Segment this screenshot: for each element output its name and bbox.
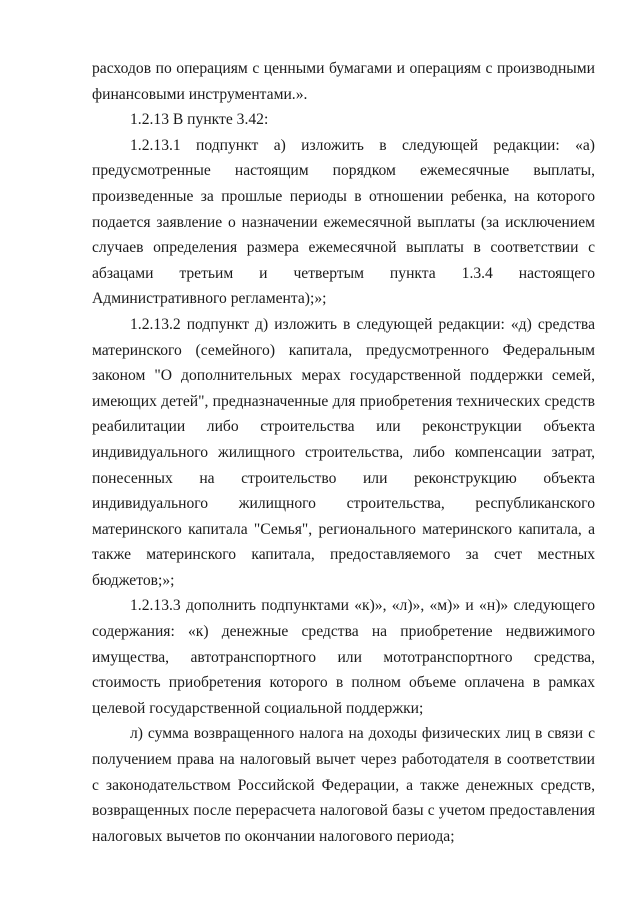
paragraph-continuation: расходов по операциям с ценными бумагами и операциям с производными финансовыми инструментами.». [92, 60, 595, 103]
paragraph-section-1-2-13-1: 1.2.13.1 подпункт а) изложить в следующей редакции: «а) предусмотренные настоящим порядком ежемесячные выплаты, произведенные за прошлые периоды в отношении ребенка, на которого подается заявление о назначении ежемесячной выплаты (за исключением случаев определения размера ежемесячной выплаты в соответствии с абзацами третьим и четвертым пункта 1.3.4 настоящего Административного регламента);»; [92, 136, 595, 308]
document-page [92, 56, 595, 849]
paragraph-section-1-2-13-3: 1.2.13.3 дополнить подпунктами «к)», «л)», «м)» и «н)» следующего содержания: «к) денежные средства на приобретение недвижимого имущества, автотранспортного или мототранспортного средства, стоимость приобретения которого в полном объеме оплачена в рамках целевой государственной социальной поддержки; [92, 597, 595, 717]
paragraph-section-1-2-13: 1.2.13 В пункте 3.42: [130, 111, 269, 129]
paragraph-section-1-2-13-2: 1.2.13.2 подпункт д) изложить в следующей редакции: «д) средства материнского (семейного) капитала, предусмотренного Федеральным законом "О дополнительных мерах государственной поддержки семей, имеющих детей", предназначенные для приобретения технических средств реабилитации либо строительства или реконструкции объекта индивидуального жилищного строительства, либо компенсации затрат, понесенных на строительство или реконструкцию объекта индивидуального жилищного строительства, республиканского материнского капитала "Семья", регионального материнского капитала, а также материнского капитала, предоставляемого за счет местных бюджетов;»; [92, 315, 595, 589]
paragraph-subitem-l: л) сумма возвращенного налога на доходы физических лиц в связи с получением права на налоговый вычет через работодателя в соответствии с законодательством Российской Федерации, а также денежных средств, возвращенных после перерасчета налоговой базы с учетом предоставления налоговых вычетов по окончании налогового периода; [92, 725, 595, 845]
